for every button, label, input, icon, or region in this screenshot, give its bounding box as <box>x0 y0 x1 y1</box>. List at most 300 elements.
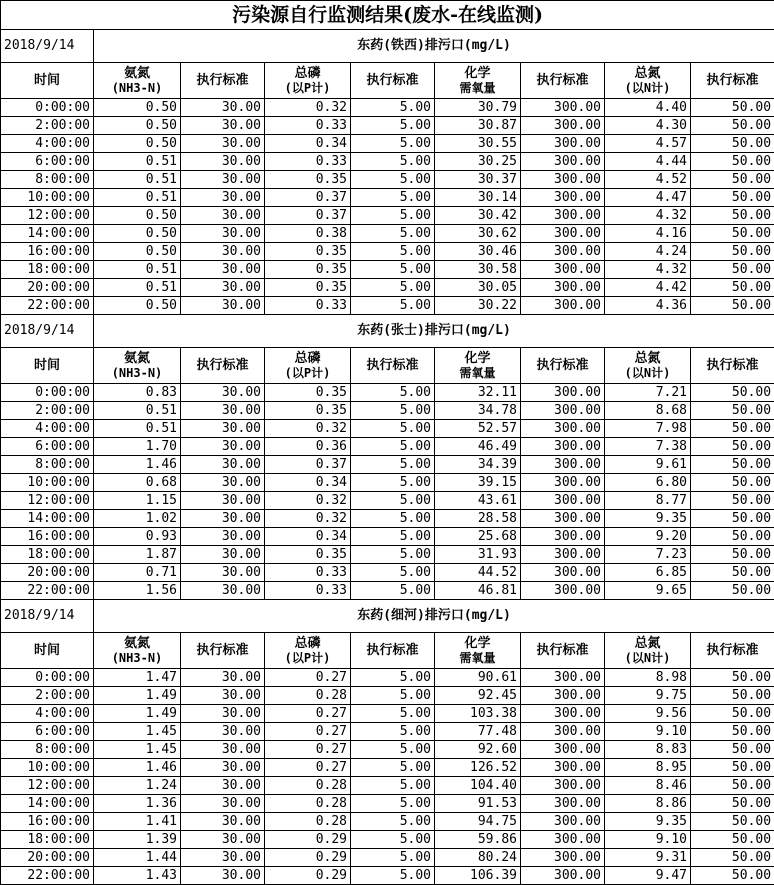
phosphorus-standard: 5.00 <box>351 420 435 438</box>
table-row <box>1 279 774 297</box>
nitrogen-standard: 50.00 <box>691 813 774 831</box>
cod-standard: 300.00 <box>521 759 605 777</box>
ammonia-standard: 30.00 <box>181 831 265 849</box>
phosphorus-value: 0.34 <box>265 135 351 153</box>
ammonia-standard: 30.00 <box>181 546 265 564</box>
ammonia-standard: 30.00 <box>181 669 265 687</box>
table-row <box>1 297 774 315</box>
header-standard: 执行标准 <box>351 63 435 99</box>
nitrogen-standard: 50.00 <box>691 759 774 777</box>
cod-standard: 300.00 <box>521 189 605 207</box>
table-row <box>1 225 774 243</box>
time-cell: 18:00:00 <box>1 261 94 279</box>
outlet-name: 东药(张士)排污口(mg/L) <box>94 315 774 348</box>
header-cod <box>435 633 521 669</box>
phosphorus-value: 0.33 <box>265 117 351 135</box>
nitrogen-value: 4.24 <box>605 243 691 261</box>
nitrogen-standard: 50.00 <box>691 777 774 795</box>
ammonia-value: 1.49 <box>94 705 181 723</box>
header-time: 时间 <box>1 63 94 99</box>
time-cell: 22:00:00 <box>1 582 94 600</box>
cod-standard: 300.00 <box>521 492 605 510</box>
cod-standard: 300.00 <box>521 564 605 582</box>
ammonia-standard: 30.00 <box>181 474 265 492</box>
header-total-nitrogen <box>605 633 691 669</box>
ammonia-value: 0.51 <box>94 279 181 297</box>
header-total-nitrogen <box>605 63 691 99</box>
ammonia-standard: 30.00 <box>181 510 265 528</box>
ammonia-value: 1.87 <box>94 546 181 564</box>
time-cell: 18:00:00 <box>1 546 94 564</box>
ammonia-value: 1.41 <box>94 813 181 831</box>
phosphorus-standard: 5.00 <box>351 438 435 456</box>
nitrogen-value: 8.86 <box>605 795 691 813</box>
cod-standard: 300.00 <box>521 510 605 528</box>
cod-standard: 300.00 <box>521 723 605 741</box>
time-cell: 10:00:00 <box>1 759 94 777</box>
nitrogen-standard: 50.00 <box>691 669 774 687</box>
phosphorus-standard: 5.00 <box>351 741 435 759</box>
nitrogen-standard: 50.00 <box>691 723 774 741</box>
time-cell: 22:00:00 <box>1 297 94 315</box>
phosphorus-value: 0.34 <box>265 474 351 492</box>
phosphorus-value: 0.35 <box>265 546 351 564</box>
table-row <box>1 705 774 723</box>
header-cod-line1: 化学 <box>464 66 490 81</box>
nitrogen-standard: 50.00 <box>691 546 774 564</box>
cod-standard: 300.00 <box>521 456 605 474</box>
cod-value: 46.49 <box>435 438 521 456</box>
ammonia-value: 1.49 <box>94 687 181 705</box>
ammonia-standard: 30.00 <box>181 225 265 243</box>
table-row <box>1 438 774 456</box>
monitoring-date: 2018/9/14 <box>1 30 94 63</box>
header-tn-name: 总氮 <box>634 66 660 81</box>
phosphorus-value: 0.35 <box>265 279 351 297</box>
ammonia-value: 0.51 <box>94 420 181 438</box>
phosphorus-standard: 5.00 <box>351 171 435 189</box>
ammonia-value: 1.70 <box>94 438 181 456</box>
header-standard: 执行标准 <box>181 348 265 384</box>
table-row <box>1 564 774 582</box>
nitrogen-standard: 50.00 <box>691 528 774 546</box>
phosphorus-value: 0.27 <box>265 723 351 741</box>
cod-standard: 300.00 <box>521 741 605 759</box>
header-ammonia <box>94 633 181 669</box>
nitrogen-value: 8.83 <box>605 741 691 759</box>
nitrogen-value: 4.52 <box>605 171 691 189</box>
ammonia-value: 1.44 <box>94 849 181 867</box>
nitrogen-standard: 50.00 <box>691 492 774 510</box>
nitrogen-value: 4.44 <box>605 153 691 171</box>
cod-standard: 300.00 <box>521 99 605 117</box>
cod-standard: 300.00 <box>521 207 605 225</box>
phosphorus-value: 0.35 <box>265 171 351 189</box>
header-time: 时间 <box>1 633 94 669</box>
time-cell: 0:00:00 <box>1 384 94 402</box>
header-standard: 执行标准 <box>521 348 605 384</box>
cod-standard: 300.00 <box>521 705 605 723</box>
nitrogen-value: 4.32 <box>605 261 691 279</box>
phosphorus-value: 0.32 <box>265 510 351 528</box>
nitrogen-standard: 50.00 <box>691 153 774 171</box>
table-row <box>1 243 774 261</box>
time-cell: 6:00:00 <box>1 153 94 171</box>
header-standard: 执行标准 <box>691 633 774 669</box>
nitrogen-standard: 50.00 <box>691 243 774 261</box>
cod-standard: 300.00 <box>521 135 605 153</box>
site-header-row <box>1 315 774 348</box>
phosphorus-standard: 5.00 <box>351 546 435 564</box>
nitrogen-value: 8.68 <box>605 402 691 420</box>
ammonia-value: 0.51 <box>94 153 181 171</box>
cod-value: 31.93 <box>435 546 521 564</box>
header-cod <box>435 348 521 384</box>
time-cell: 4:00:00 <box>1 420 94 438</box>
header-time: 时间 <box>1 348 94 384</box>
monitoring-date: 2018/9/14 <box>1 600 94 633</box>
table-row <box>1 741 774 759</box>
ammonia-value: 0.50 <box>94 117 181 135</box>
phosphorus-standard: 5.00 <box>351 795 435 813</box>
ammonia-value: 1.46 <box>94 456 181 474</box>
time-cell: 10:00:00 <box>1 189 94 207</box>
header-total-phosphorus <box>265 63 351 99</box>
cod-value: 44.52 <box>435 564 521 582</box>
phosphorus-value: 0.28 <box>265 687 351 705</box>
cod-standard: 300.00 <box>521 687 605 705</box>
nitrogen-value: 4.36 <box>605 297 691 315</box>
nitrogen-standard: 50.00 <box>691 225 774 243</box>
ammonia-value: 0.50 <box>94 207 181 225</box>
table-row <box>1 261 774 279</box>
time-cell: 12:00:00 <box>1 777 94 795</box>
ammonia-standard: 30.00 <box>181 384 265 402</box>
phosphorus-value: 0.33 <box>265 564 351 582</box>
table-row <box>1 510 774 528</box>
cod-value: 30.05 <box>435 279 521 297</box>
nitrogen-value: 7.23 <box>605 546 691 564</box>
table-row <box>1 135 774 153</box>
time-cell: 14:00:00 <box>1 510 94 528</box>
phosphorus-standard: 5.00 <box>351 492 435 510</box>
cod-standard: 300.00 <box>521 582 605 600</box>
cod-standard: 300.00 <box>521 777 605 795</box>
ammonia-standard: 30.00 <box>181 171 265 189</box>
time-cell: 16:00:00 <box>1 813 94 831</box>
cod-value: 106.39 <box>435 867 521 885</box>
phosphorus-standard: 5.00 <box>351 777 435 795</box>
header-cod-line2: 需氧量 <box>438 651 517 666</box>
header-total-phosphorus <box>265 348 351 384</box>
nitrogen-standard: 50.00 <box>691 99 774 117</box>
table-row <box>1 687 774 705</box>
time-cell: 0:00:00 <box>1 99 94 117</box>
header-ammonia-formula: (NH3-N) <box>97 366 177 381</box>
time-cell: 2:00:00 <box>1 402 94 420</box>
cod-value: 30.25 <box>435 153 521 171</box>
phosphorus-value: 0.27 <box>265 705 351 723</box>
nitrogen-standard: 50.00 <box>691 510 774 528</box>
ammonia-standard: 30.00 <box>181 117 265 135</box>
table-row <box>1 456 774 474</box>
cod-standard: 300.00 <box>521 402 605 420</box>
phosphorus-standard: 5.00 <box>351 510 435 528</box>
cod-value: 77.48 <box>435 723 521 741</box>
column-header-row <box>1 63 774 99</box>
header-cod-line1: 化学 <box>464 636 490 651</box>
header-standard: 执行标准 <box>351 633 435 669</box>
phosphorus-value: 0.29 <box>265 867 351 885</box>
cod-standard: 300.00 <box>521 867 605 885</box>
time-cell: 4:00:00 <box>1 135 94 153</box>
phosphorus-standard: 5.00 <box>351 474 435 492</box>
table-row <box>1 795 774 813</box>
ammonia-value: 1.43 <box>94 867 181 885</box>
table-row <box>1 189 774 207</box>
phosphorus-standard: 5.00 <box>351 723 435 741</box>
table-row <box>1 153 774 171</box>
table-row <box>1 402 774 420</box>
phosphorus-standard: 5.00 <box>351 225 435 243</box>
cod-value: 90.61 <box>435 669 521 687</box>
phosphorus-standard: 5.00 <box>351 279 435 297</box>
header-cod-line2: 需氧量 <box>438 366 517 381</box>
phosphorus-standard: 5.00 <box>351 135 435 153</box>
phosphorus-standard: 5.00 <box>351 528 435 546</box>
nitrogen-value: 4.32 <box>605 207 691 225</box>
header-ammonia <box>94 63 181 99</box>
header-tn-unit: (以N计) <box>608 81 687 96</box>
cod-value: 30.62 <box>435 225 521 243</box>
ammonia-value: 1.45 <box>94 723 181 741</box>
nitrogen-standard: 50.00 <box>691 171 774 189</box>
ammonia-value: 0.50 <box>94 297 181 315</box>
cod-value: 104.40 <box>435 777 521 795</box>
phosphorus-standard: 5.00 <box>351 867 435 885</box>
cod-value: 80.24 <box>435 849 521 867</box>
time-cell: 8:00:00 <box>1 741 94 759</box>
ammonia-standard: 30.00 <box>181 687 265 705</box>
time-cell: 16:00:00 <box>1 528 94 546</box>
time-cell: 10:00:00 <box>1 474 94 492</box>
page-title: 污染源自行监测结果(废水-在线监测) <box>1 1 774 30</box>
table-row <box>1 492 774 510</box>
table-row <box>1 669 774 687</box>
cod-value: 43.61 <box>435 492 521 510</box>
time-cell: 12:00:00 <box>1 492 94 510</box>
table-row <box>1 474 774 492</box>
phosphorus-standard: 5.00 <box>351 189 435 207</box>
time-cell: 2:00:00 <box>1 687 94 705</box>
cod-value: 34.39 <box>435 456 521 474</box>
phosphorus-standard: 5.00 <box>351 849 435 867</box>
cod-standard: 300.00 <box>521 438 605 456</box>
nitrogen-value: 9.10 <box>605 723 691 741</box>
header-tn-name: 总氮 <box>634 351 660 366</box>
header-total-phosphorus <box>265 633 351 669</box>
ammonia-standard: 30.00 <box>181 582 265 600</box>
ammonia-value: 0.51 <box>94 261 181 279</box>
header-ammonia-name: 氨氮 <box>124 351 150 366</box>
header-tp-unit: (以P计) <box>268 81 347 96</box>
phosphorus-value: 0.29 <box>265 831 351 849</box>
header-tn-unit: (以N计) <box>608 651 687 666</box>
ammonia-value: 0.68 <box>94 474 181 492</box>
time-cell: 20:00:00 <box>1 849 94 867</box>
ammonia-standard: 30.00 <box>181 243 265 261</box>
nitrogen-standard: 50.00 <box>691 279 774 297</box>
table-row <box>1 849 774 867</box>
table-row <box>1 777 774 795</box>
nitrogen-standard: 50.00 <box>691 420 774 438</box>
header-standard: 执行标准 <box>691 63 774 99</box>
ammonia-standard: 30.00 <box>181 402 265 420</box>
phosphorus-standard: 5.00 <box>351 243 435 261</box>
cod-value: 126.52 <box>435 759 521 777</box>
phosphorus-value: 0.32 <box>265 492 351 510</box>
ammonia-value: 0.83 <box>94 384 181 402</box>
phosphorus-value: 0.36 <box>265 438 351 456</box>
cod-value: 32.11 <box>435 384 521 402</box>
phosphorus-standard: 5.00 <box>351 687 435 705</box>
time-cell: 22:00:00 <box>1 867 94 885</box>
cod-value: 34.78 <box>435 402 521 420</box>
ammonia-standard: 30.00 <box>181 153 265 171</box>
ammonia-standard: 30.00 <box>181 849 265 867</box>
phosphorus-value: 0.33 <box>265 582 351 600</box>
header-ammonia-formula: (NH3-N) <box>97 81 177 96</box>
cod-standard: 300.00 <box>521 243 605 261</box>
header-cod <box>435 63 521 99</box>
header-tp-name: 总磷 <box>294 351 320 366</box>
table-row <box>1 207 774 225</box>
phosphorus-value: 0.29 <box>265 849 351 867</box>
header-standard: 执行标准 <box>351 348 435 384</box>
sheet-body <box>1 1 774 885</box>
ammonia-value: 0.51 <box>94 402 181 420</box>
phosphorus-value: 0.32 <box>265 420 351 438</box>
ammonia-value: 0.50 <box>94 99 181 117</box>
ammonia-standard: 30.00 <box>181 777 265 795</box>
phosphorus-value: 0.28 <box>265 813 351 831</box>
ammonia-value: 1.02 <box>94 510 181 528</box>
column-header-row <box>1 348 774 384</box>
phosphorus-value: 0.35 <box>265 384 351 402</box>
title-row <box>1 1 774 30</box>
site-header-row <box>1 600 774 633</box>
cod-standard: 300.00 <box>521 546 605 564</box>
nitrogen-standard: 50.00 <box>691 687 774 705</box>
cod-standard: 300.00 <box>521 849 605 867</box>
cod-standard: 300.00 <box>521 813 605 831</box>
table-row <box>1 831 774 849</box>
ammonia-value: 0.71 <box>94 564 181 582</box>
phosphorus-value: 0.28 <box>265 795 351 813</box>
phosphorus-value: 0.37 <box>265 456 351 474</box>
ammonia-standard: 30.00 <box>181 279 265 297</box>
ammonia-standard: 30.00 <box>181 492 265 510</box>
time-cell: 8:00:00 <box>1 456 94 474</box>
cod-standard: 300.00 <box>521 669 605 687</box>
nitrogen-value: 9.61 <box>605 456 691 474</box>
ammonia-value: 1.15 <box>94 492 181 510</box>
header-tp-unit: (以P计) <box>268 366 347 381</box>
phosphorus-standard: 5.00 <box>351 582 435 600</box>
ammonia-value: 1.45 <box>94 741 181 759</box>
ammonia-value: 1.24 <box>94 777 181 795</box>
phosphorus-value: 0.35 <box>265 261 351 279</box>
header-standard: 执行标准 <box>521 633 605 669</box>
time-cell: 18:00:00 <box>1 831 94 849</box>
cod-value: 59.86 <box>435 831 521 849</box>
nitrogen-standard: 50.00 <box>691 207 774 225</box>
phosphorus-value: 0.33 <box>265 297 351 315</box>
table-row <box>1 171 774 189</box>
nitrogen-standard: 50.00 <box>691 867 774 885</box>
nitrogen-value: 9.20 <box>605 528 691 546</box>
table-row <box>1 528 774 546</box>
time-cell: 14:00:00 <box>1 795 94 813</box>
cod-value: 30.22 <box>435 297 521 315</box>
cod-standard: 300.00 <box>521 117 605 135</box>
phosphorus-standard: 5.00 <box>351 402 435 420</box>
cod-standard: 300.00 <box>521 297 605 315</box>
ammonia-value: 0.93 <box>94 528 181 546</box>
header-standard: 执行标准 <box>181 63 265 99</box>
ammonia-value: 0.51 <box>94 189 181 207</box>
nitrogen-value: 8.98 <box>605 669 691 687</box>
ammonia-standard: 30.00 <box>181 528 265 546</box>
header-total-nitrogen <box>605 348 691 384</box>
nitrogen-value: 8.95 <box>605 759 691 777</box>
nitrogen-standard: 50.00 <box>691 741 774 759</box>
time-cell: 20:00:00 <box>1 279 94 297</box>
phosphorus-standard: 5.00 <box>351 831 435 849</box>
phosphorus-standard: 5.00 <box>351 759 435 777</box>
cod-value: 30.87 <box>435 117 521 135</box>
ammonia-value: 0.50 <box>94 135 181 153</box>
nitrogen-standard: 50.00 <box>691 117 774 135</box>
nitrogen-value: 6.85 <box>605 564 691 582</box>
nitrogen-value: 4.16 <box>605 225 691 243</box>
phosphorus-value: 0.35 <box>265 243 351 261</box>
table-row <box>1 867 774 885</box>
header-tp-name: 总磷 <box>294 636 320 651</box>
ammonia-value: 1.56 <box>94 582 181 600</box>
nitrogen-standard: 50.00 <box>691 705 774 723</box>
phosphorus-standard: 5.00 <box>351 384 435 402</box>
nitrogen-standard: 50.00 <box>691 438 774 456</box>
cod-value: 25.68 <box>435 528 521 546</box>
cod-value: 39.15 <box>435 474 521 492</box>
cod-value: 91.53 <box>435 795 521 813</box>
nitrogen-value: 6.80 <box>605 474 691 492</box>
header-ammonia-formula: (NH3-N) <box>97 651 177 666</box>
phosphorus-value: 0.35 <box>265 402 351 420</box>
cod-value: 92.45 <box>435 687 521 705</box>
phosphorus-standard: 5.00 <box>351 117 435 135</box>
time-cell: 6:00:00 <box>1 438 94 456</box>
phosphorus-standard: 5.00 <box>351 705 435 723</box>
phosphorus-standard: 5.00 <box>351 261 435 279</box>
nitrogen-value: 9.10 <box>605 831 691 849</box>
nitrogen-value: 9.65 <box>605 582 691 600</box>
table-row <box>1 117 774 135</box>
nitrogen-standard: 50.00 <box>691 384 774 402</box>
table-row <box>1 723 774 741</box>
ammonia-standard: 30.00 <box>181 564 265 582</box>
